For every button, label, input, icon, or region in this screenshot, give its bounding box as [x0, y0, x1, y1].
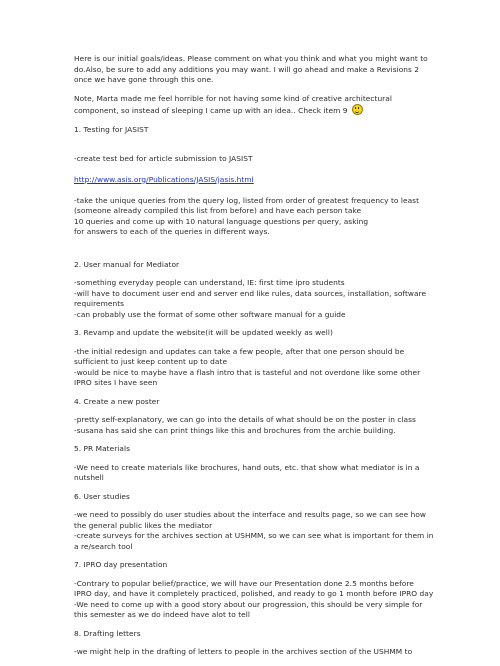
section-heading: 8. Drafting letters: [74, 628, 141, 638]
document-body: [74, 54, 434, 666]
intro-paragraph: Here is our initial goals/ideas. Please comment on what you think and what you might want to do.Also, be sure to add any additions you may want. I will go ahead and make a Revisions 2 once we have gone through this one.: [74, 54, 428, 84]
section-body: -Contrary to popular belief/practice, we will have our Presentation done 2.5 months before IPRO day, and have it completely practiced, polished, and ready to go 1 month before IPRO day -We need to come up with a good story about our progression, this should be very simple for this semester as we do indeed have alot to tell: [74, 578, 434, 619]
section-heading: 2. User manual for Mediator: [74, 259, 180, 269]
section-text: -take the unique queries from the query log, listed from order of greatest frequency to least (someone already compiled this list from before) and have each person take 10 queries and come up with 10 natural language questions per query, asking for answers to each of the queries in different ways.: [74, 195, 420, 236]
section-heading: 6. User studies: [74, 491, 130, 501]
section-body: -the initial redesign and updates can take a few people, after that one person should be sufficient to just keep content up to date -would be nice to maybe have a flash intro that is tasteful and not overdone like some other IPRO sites I have seen: [74, 346, 421, 387]
section-heading: 7. IPRO day presentation: [74, 560, 168, 569]
section-text: -create test bed for article submission to JASIST: [74, 153, 253, 163]
section-body: -pretty self-explanatory, we can go into the details of what should be on the poster in class -susana has said she can print things like this and brochures from the archie building.: [74, 415, 416, 435]
section-heading: 4. Create a new poster: [74, 396, 160, 406]
section-body: -we need to possibly do user studies about the interface and results page, so we can see how the general public likes the mediator -create surveys for the archives section at USHMM, so we can see what is important for them in a re/search tool: [74, 510, 434, 551]
jasis-link[interactable]: http://www.asis.org/Publications/JASIS/jasis.html: [74, 174, 254, 184]
section-body: -something everyday people can understand, IE: first time ipro students -will have to document user end and server end like rules, data sources, installation, software requirements -can probably use the format of some other software manual for a guide: [74, 278, 427, 319]
section-heading: 5. PR Materials: [74, 444, 130, 453]
note-paragraph: [74, 94, 434, 117]
note-text: Note, Marta made me feel horrible for not having some kind of creative architectural component, so instead of sleeping I came up with an idea.. Check item 9: [74, 93, 392, 115]
section-body: -We need to create materials like brochures, hand outs, etc. that show what mediator is in a nutshell: [74, 462, 420, 482]
smiley-icon: [352, 104, 363, 115]
section-heading: 3. Revamp and update the website(it will be updated weekly as well): [74, 328, 333, 337]
section-body: -we might help in the drafting of letters to people in the archives section of the USHMM to: [74, 647, 413, 656]
section-body: [74, 143, 434, 238]
section-heading: 1. Testing for JASIST: [74, 124, 149, 134]
